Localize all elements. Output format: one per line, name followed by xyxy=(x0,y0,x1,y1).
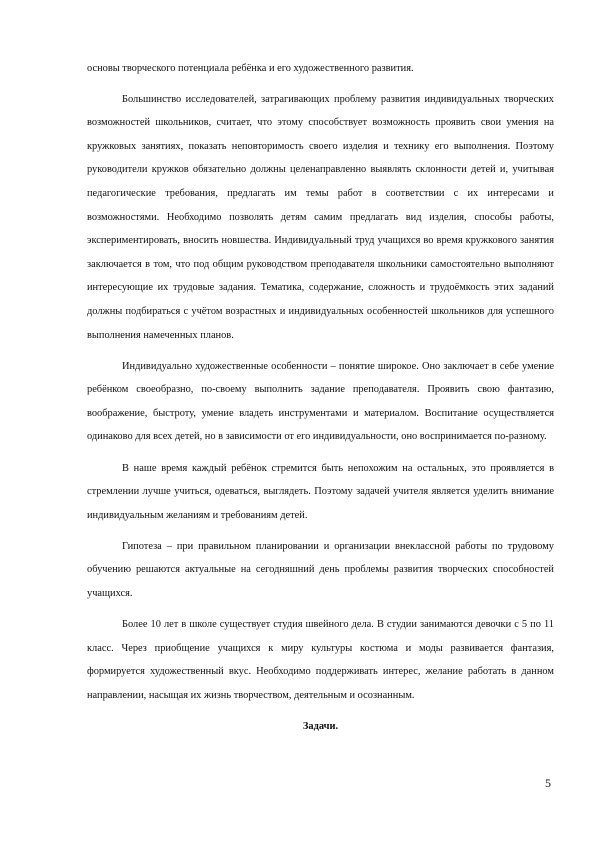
document-body xyxy=(87,57,554,739)
section-heading-tasks: Задачи. xyxy=(302,720,339,732)
paragraph-modern-child: В наше время каждый ребёнок стремится быть непохожим на остальных, это проявляется в стремлении лучше учиться, одеваться, выглядеть. Поэтому задачей учителя является уделить внимание индивидуальным желаниям и требованиям детей. xyxy=(87,462,554,521)
paragraph-continuation: основы творческого потенциала ребёнка и его художественного развития. xyxy=(87,63,414,74)
page-number: 5 xyxy=(545,776,551,790)
paragraph-research: Большинство исследователей, затрагивающих проблему развития индивидуальных творческих возможностей школьников, считает, что этому способствует возможность проявить свои умения на кружковых занятиях, показать неповторимость своего изделия и технику его выполнения. Поэтому руководители кружков обязательно должны целенаправленно выявлять склонности детей и, учитывая педагогические требования, предлагать им темы работ в соответствии с их интересами и возможностями. Необходимо позволять детям самим предлагать вид изделия, способы работы, экспериментировать, вносить новшества. Индивидуальный труд учащихся во время кружкового занятия заключается в том, что под общим руководством преподавателя школьники самостоятельно выполняют интересующие их трудовые задания. Тематика, содержание, сложность и трудоёмкость этих заданий должны подбираться с учётом возрастных и индивидуальных особенностей школьников для успешного выполнения намеченных планов. xyxy=(87,93,554,341)
paragraph-individual-features: Индивидуально художественные особенности – понятие широкое. Оно заключает в себе умение ребёнком своеобразно, по-своему выполнить задание преподавателя. Проявить свою фантазию, воображение, быстроту, умение владеть инструментами и материалом. Воспитание осуществляется одинаково для всех детей, но в зависимости от его индивидуальности, оно воспринимается по-разному. xyxy=(87,360,554,443)
paragraph-hypothesis: Гипотеза – при правильном планировании и организации внеклассной работы по трудовому обучению решаются актуальные на сегодняшний день проблемы развития творческих способностей учащихся. xyxy=(87,540,554,599)
paragraph-sewing-studio: Более 10 лет в школе существует студия швейного дела. В студии занимаются девочки с 5 по 11 класс. Через приобщение учащихся к миру культуры костюма и моды развивается фантазия, формируется художественный вкус. Необходимо поддерживать интерес, желание работать в данном направлении, насыщая их жизнь творчеством, деятельным и осознанным. xyxy=(87,619,554,701)
